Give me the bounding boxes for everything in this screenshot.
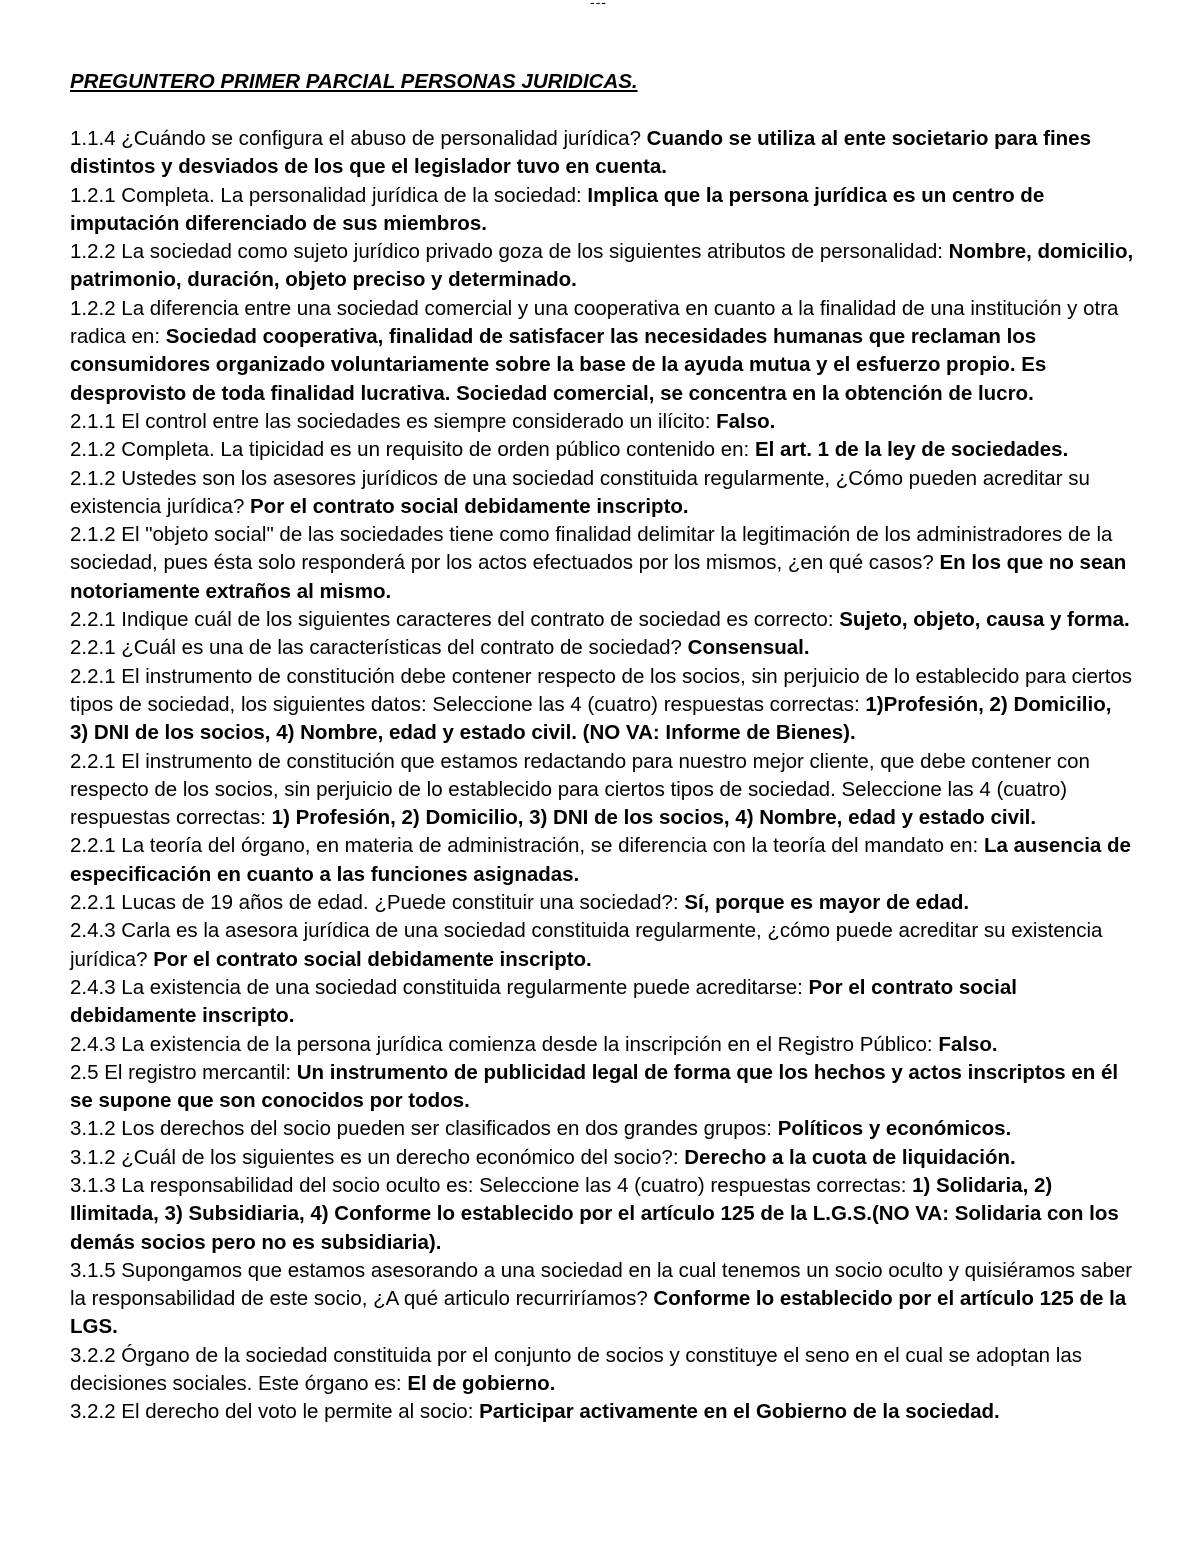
answer-text: En los que no sean notoriamente extraños al mismo.	[70, 551, 1127, 603]
question-text: 1.2.2 La sociedad como sujeto jurídico privado goza de los siguientes atributos de personalidad:	[70, 240, 949, 264]
page-header-mark: ---	[590, 0, 607, 10]
answer-text: Políticos y económicos.	[777, 1117, 1012, 1141]
qa-item	[70, 182, 1134, 239]
answer-text: Sujeto, objeto, causa y forma.	[839, 608, 1130, 632]
answer-text: Sociedad cooperativa, finalidad de satisfacer las necesidades humanas que reclaman los consumidores organizado voluntariamente sobre la base de la ayuda mutua y el esfuerzo propio. Es desprovisto de toda finalidad lucrativa. Sociedad comercial, se concentra en la obtención de lucro.	[70, 325, 1047, 405]
answer-text: 1) Profesión, 2) Domicilio, 3) DNI de los socios, 4) Nombre, edad y estado civil.	[271, 806, 1037, 830]
question-text: 2.4.3 La existencia de una sociedad constituida regularmente puede acreditarse:	[70, 975, 809, 999]
qa-item	[70, 1398, 1134, 1426]
answer-text: El art. 1 de la ley de sociedades.	[754, 438, 1069, 462]
answer-text: Por el contrato social debidamente inscripto.	[153, 947, 592, 971]
qa-item	[70, 606, 1134, 634]
answer-text: Consensual.	[687, 636, 810, 660]
question-text: 2.4.3 Carla es la asesora jurídica de una sociedad constituida regularmente, ¿cómo puede acreditar su existencia jurídica?	[70, 919, 1103, 971]
question-text: 2.2.1 Indique cuál de los siguientes caracteres del contrato de sociedad es correcto:	[70, 608, 840, 632]
answer-text: Conforme lo establecido por el artículo 125 de la LGS.	[70, 1287, 1127, 1339]
answer-text: Implica que la persona jurídica es un centro de imputación diferenciado de sus miembros.	[70, 183, 1045, 235]
question-text: 2.2.1 El instrumento de constitución debe contener respecto de los socios, sin perjuicio de lo establecido para ciertos tipos de sociedad, los siguientes datos: Seleccione las 4 (cuatro) respuestas correctas:	[70, 664, 1133, 716]
qa-item	[70, 465, 1134, 522]
answer-text: Falso.	[938, 1032, 998, 1056]
question-text: 2.2.1 Lucas de 19 años de edad. ¿Puede constituir una sociedad?:	[70, 891, 685, 915]
qa-item	[70, 1115, 1134, 1143]
qa-item	[70, 521, 1134, 606]
answer-text: Derecho a la cuota de liquidación.	[684, 1145, 1016, 1169]
question-text: 2.5 El registro mercantil:	[70, 1060, 297, 1084]
qa-item	[70, 1144, 1134, 1172]
qa-item	[70, 889, 1134, 917]
answer-text: 1) Solidaria, 2) Ilimitada, 3) Subsidiaria, 4) Conforme lo establecido por el artículo 125 de la L.G.S.(NO VA: Solidaria con los demás socios pero no es subsidiaria).	[70, 1173, 1119, 1254]
qa-item	[70, 1059, 1134, 1116]
question-text: 3.1.3 La responsabilidad del socio oculto es: Seleccione las 4 (cuatro) respuestas correctas:	[70, 1173, 913, 1197]
answer-text: Participar activamente en el Gobierno de la sociedad.	[479, 1400, 1000, 1424]
qa-item	[70, 238, 1134, 295]
qa-item	[70, 125, 1134, 182]
question-text: 2.4.3 La existencia de la persona jurídica comienza desde la inscripción en el Registro Público:	[70, 1032, 939, 1056]
question-text: 3.2.2 Órgano de la sociedad constituida por el conjunto de socios y constituye el seno en el cual se adoptan las decisiones sociales. Este órgano es:	[70, 1343, 1082, 1396]
answer-text: Un instrumento de publicidad legal de forma que los hechos y actos inscriptos en él se supone que son conocidos por todos.	[70, 1060, 1119, 1113]
answer-text: Falso.	[716, 409, 776, 433]
question-list	[70, 125, 1134, 1427]
question-text: 3.1.2 Los derechos del socio pueden ser clasificados en dos grandes grupos:	[70, 1117, 778, 1141]
qa-item	[70, 1342, 1134, 1399]
answer-text: 1)Profesión, 2) Domicilio, 3) DNI de los socios, 4) Nombre, edad y estado civil. (NO VA: Informe de Bienes).	[70, 692, 1112, 745]
qa-item	[70, 832, 1134, 889]
question-text: 2.2.1 ¿Cuál es una de las características del contrato de sociedad?	[70, 636, 688, 660]
answer-text: El de gobierno.	[407, 1372, 556, 1396]
qa-item	[70, 1172, 1134, 1257]
qa-item	[70, 1257, 1134, 1342]
answer-text: Cuando se utiliza al ente societario para fines distintos y desviados de los que el legislador tuvo en cuenta.	[70, 127, 1091, 179]
qa-item	[70, 634, 1134, 662]
answer-text: La ausencia de especificación en cuanto a las funciones asignadas.	[70, 834, 1131, 886]
question-text: 2.1.2 El "objeto social" de las sociedades tiene como finalidad delimitar la legitimación de los administradores de la sociedad, pues ésta solo responderá por los actos efectuados por los mismos, ¿en qué casos?	[70, 523, 1113, 575]
qa-item	[70, 436, 1134, 464]
question-text: 3.2.2 El derecho del voto le permite al socio:	[70, 1400, 480, 1424]
question-text: 2.1.2 Ustedes son los asesores jurídicos de una sociedad constituida regularmente, ¿Cómo pueden acreditar su existencia jurídica?	[70, 466, 1090, 518]
qa-item	[70, 974, 1134, 1031]
qa-item	[70, 408, 1134, 436]
document-title: PREGUNTERO PRIMER PARCIAL PERSONAS JURIDICAS.	[70, 70, 638, 93]
question-text: 1.2.2 La diferencia entre una sociedad comercial y una cooperativa en cuanto a la finalidad de una institución y otra radica en:	[70, 296, 1119, 349]
qa-item	[70, 295, 1134, 408]
question-text: 1.2.1 Completa. La personalidad jurídica de la sociedad:	[70, 183, 588, 207]
qa-item	[70, 1031, 1134, 1059]
answer-text: Por el contrato social debidamente inscripto.	[70, 975, 1017, 1028]
question-text: 3.1.2 ¿Cuál de los siguientes es un derecho económico del socio?:	[70, 1145, 685, 1169]
question-text: 1.1.4 ¿Cuándo se configura el abuso de personalidad jurídica?	[70, 127, 647, 150]
answer-text: Por el contrato social debidamente inscripto.	[250, 494, 689, 518]
qa-item	[70, 748, 1134, 833]
answer-text: Sí, porque es mayor de edad.	[684, 891, 970, 915]
answer-text: Nombre, domicilio, patrimonio, duración, objeto preciso y determinado.	[70, 240, 1134, 292]
qa-item	[70, 917, 1134, 974]
question-text: 2.2.1 La teoría del órgano, en materia de administración, se diferencia con la teoría del mandato en:	[70, 834, 984, 858]
question-text: 3.1.5 Supongamos que estamos asesorando a una sociedad en la cual tenemos un socio oculto y quisiéramos saber la responsabilidad de este socio, ¿A qué articulo recurriríamos?	[70, 1258, 1133, 1311]
question-text: 2.1.2 Completa. La tipicidad es un requisito de orden público contenido en:	[70, 438, 755, 462]
qa-item	[70, 663, 1134, 748]
question-text: 2.2.1 El instrumento de constitución que estamos redactando para nuestro mejor cliente, que debe contener con respecto de los socios, sin perjuicio de lo establecido para ciertos tipos de sociedad. Seleccione las 4 (cuatro) respuestas correctas:	[70, 749, 1090, 830]
question-text: 2.1.1 El control entre las sociedades es siempre considerado un ilícito:	[70, 409, 717, 433]
